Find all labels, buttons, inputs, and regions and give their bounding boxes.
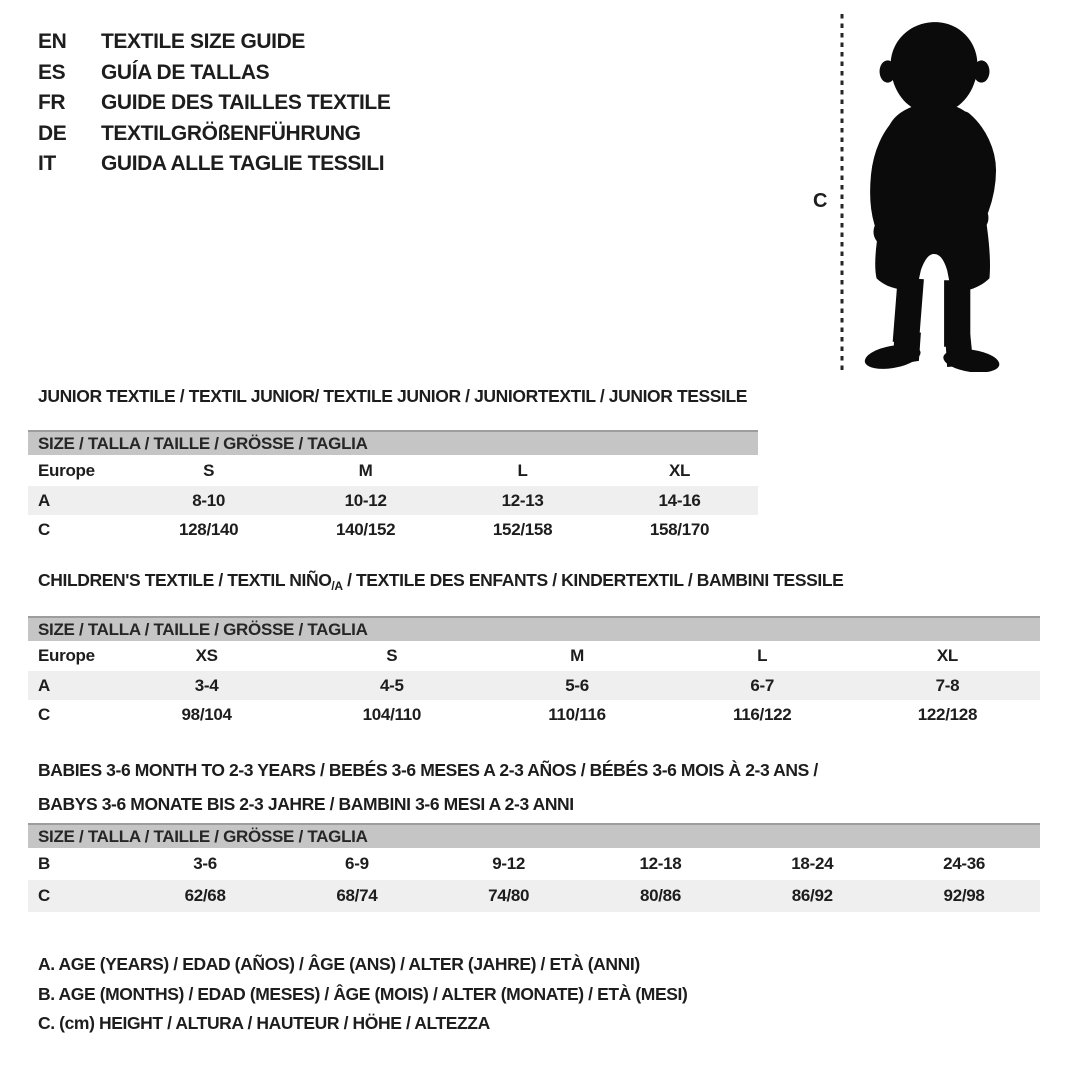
table-cell: 12-13 [501, 490, 544, 510]
language-title: GUÍA DE TALLAS [101, 60, 270, 84]
table-cell: L [517, 460, 528, 480]
table-cell: 158/170 [649, 520, 710, 539]
babies-heading-line2: BABYS 3-6 MONATE BIS 2-3 JAHRE / BAMBINI 3-6 MESI A 2-3 ANNI [38, 794, 574, 814]
table-cell: XL [668, 460, 691, 480]
babies-section-heading [38, 753, 818, 821]
table-cell: 18-24 [791, 854, 834, 873]
junior-section-heading: JUNIOR TEXTILE / TEXTIL JUNIOR/ TEXTILE JUNIOR / JUNIORTEXTIL / JUNIOR TESSILE [38, 386, 748, 406]
note-age-months: B. AGE (MONTHS) / EDAD (MESES) / ÂGE (MOIS) / ALTER (MONATE) / ETÀ (MESI) [38, 983, 688, 1004]
language-row [38, 88, 390, 119]
table-row [28, 641, 1040, 671]
language-title: TEXTILE SIZE GUIDE [101, 30, 305, 54]
table-cell: 140/152 [335, 520, 396, 539]
table-row [28, 880, 1040, 912]
table-cell: 110/116 [548, 705, 606, 724]
table-cell: 122/128 [917, 705, 978, 724]
language-title: GUIDA ALLE TAGLIE TESSILI [101, 152, 385, 176]
table-cell: 4-5 [379, 675, 404, 695]
children-section-heading [38, 570, 843, 593]
size-header-bar: SIZE / TALLA / TAILLE / GRÖSSE / TAGLIA [28, 616, 1040, 641]
table-cell: Europe [38, 646, 95, 665]
table-cell: L [757, 646, 768, 665]
note-age-years: A. AGE (YEARS) / EDAD (AÑOS) / ÂGE (ANS) / ALTER (JAHRE) / ETÀ (ANNI) [38, 954, 640, 975]
table-cell: 6-7 [750, 675, 775, 695]
size-header-bar: SIZE / TALLA / TAILLE / GRÖSSE / TAGLIA [28, 823, 1040, 848]
table-cell: 74/80 [488, 886, 530, 905]
table-cell: 5-6 [565, 675, 589, 695]
height-label-c: C [813, 190, 828, 212]
table-cell: 24-36 [943, 854, 986, 873]
table-cell: A [38, 490, 50, 510]
table-cell: 12-18 [639, 854, 682, 873]
table-cell: 3-6 [193, 854, 217, 873]
table-cell: 98/104 [181, 705, 232, 724]
table-cell: M [570, 646, 584, 665]
table-cell: 14-16 [658, 490, 701, 510]
children-heading-part1: CHILDREN'S TEXTILE / TEXTIL NIÑO [38, 570, 332, 590]
babies-heading-line1: BABIES 3-6 MONTH TO 2-3 YEARS / BEBÉS 3-6 MESES A 2-3 AÑOS / BÉBÉS 3-6 MOIS À 2-3 ANS / [38, 760, 818, 780]
language-row [38, 119, 390, 150]
table-cell: 80/86 [639, 886, 681, 905]
table-row [28, 515, 758, 545]
table-cell: C [38, 520, 50, 539]
language-list [38, 27, 390, 180]
table-cell: C [38, 886, 50, 905]
note-height-cm: C. (cm) HEIGHT / ALTURA / HAUTEUR / HÖHE / ALTEZZA [38, 1013, 490, 1034]
table-cell: Europe [38, 460, 95, 480]
children-size-table [28, 616, 1040, 730]
children-heading-subscript: /A [331, 579, 343, 593]
toddler-silhouette-icon [851, 14, 1015, 372]
size-header-bar: SIZE / TALLA / TAILLE / GRÖSSE / TAGLIA [28, 430, 758, 455]
height-figure [795, 6, 1025, 378]
table-cell: 116/122 [733, 705, 792, 724]
language-code: IT [38, 152, 56, 176]
table-cell: 104/110 [362, 705, 422, 724]
table-cell: S [386, 646, 398, 665]
legend-notes [38, 950, 687, 1039]
table-cell: 10-12 [344, 490, 387, 510]
table-cell: 62/68 [184, 886, 226, 905]
language-code: FR [38, 91, 66, 115]
height-measure-line [839, 12, 845, 376]
language-code: EN [38, 30, 67, 54]
table-cell: B [38, 854, 50, 873]
table-cell: 7-8 [935, 675, 960, 695]
language-title: GUIDE DES TAILLES TEXTILE [101, 91, 391, 115]
table-cell: 68/74 [336, 886, 378, 905]
language-code: ES [38, 60, 66, 84]
table-cell: 3-4 [194, 675, 219, 695]
table-cell: 8-10 [192, 490, 226, 510]
language-row [38, 149, 390, 180]
table-cell: C [38, 705, 50, 724]
table-cell: 92/98 [943, 886, 985, 905]
language-title: TEXTILGRÖßENFÜHRUNG [101, 121, 361, 145]
table-cell: 9-12 [492, 854, 526, 873]
babies-size-table [28, 823, 1040, 912]
table-cell: A [38, 675, 50, 695]
table-row [28, 486, 758, 515]
junior-size-table [28, 430, 758, 545]
table-row [28, 671, 1040, 700]
table-row [28, 848, 1040, 880]
table-cell: S [203, 460, 215, 480]
table-cell: XL [936, 646, 958, 665]
children-heading-part2: / TEXTILE DES ENFANTS / KINDERTEXTIL / BAMBINI TESSILE [342, 570, 844, 590]
table-cell: M [358, 460, 373, 480]
table-row [28, 700, 1040, 730]
language-code: DE [38, 121, 67, 145]
table-cell: 152/158 [492, 520, 553, 539]
table-cell: 86/92 [791, 886, 833, 905]
table-cell: XS [195, 646, 218, 665]
language-row [38, 27, 390, 58]
table-cell: 128/140 [178, 520, 239, 539]
table-cell: 6-9 [345, 854, 369, 873]
language-row [38, 58, 390, 89]
table-row [28, 455, 758, 486]
